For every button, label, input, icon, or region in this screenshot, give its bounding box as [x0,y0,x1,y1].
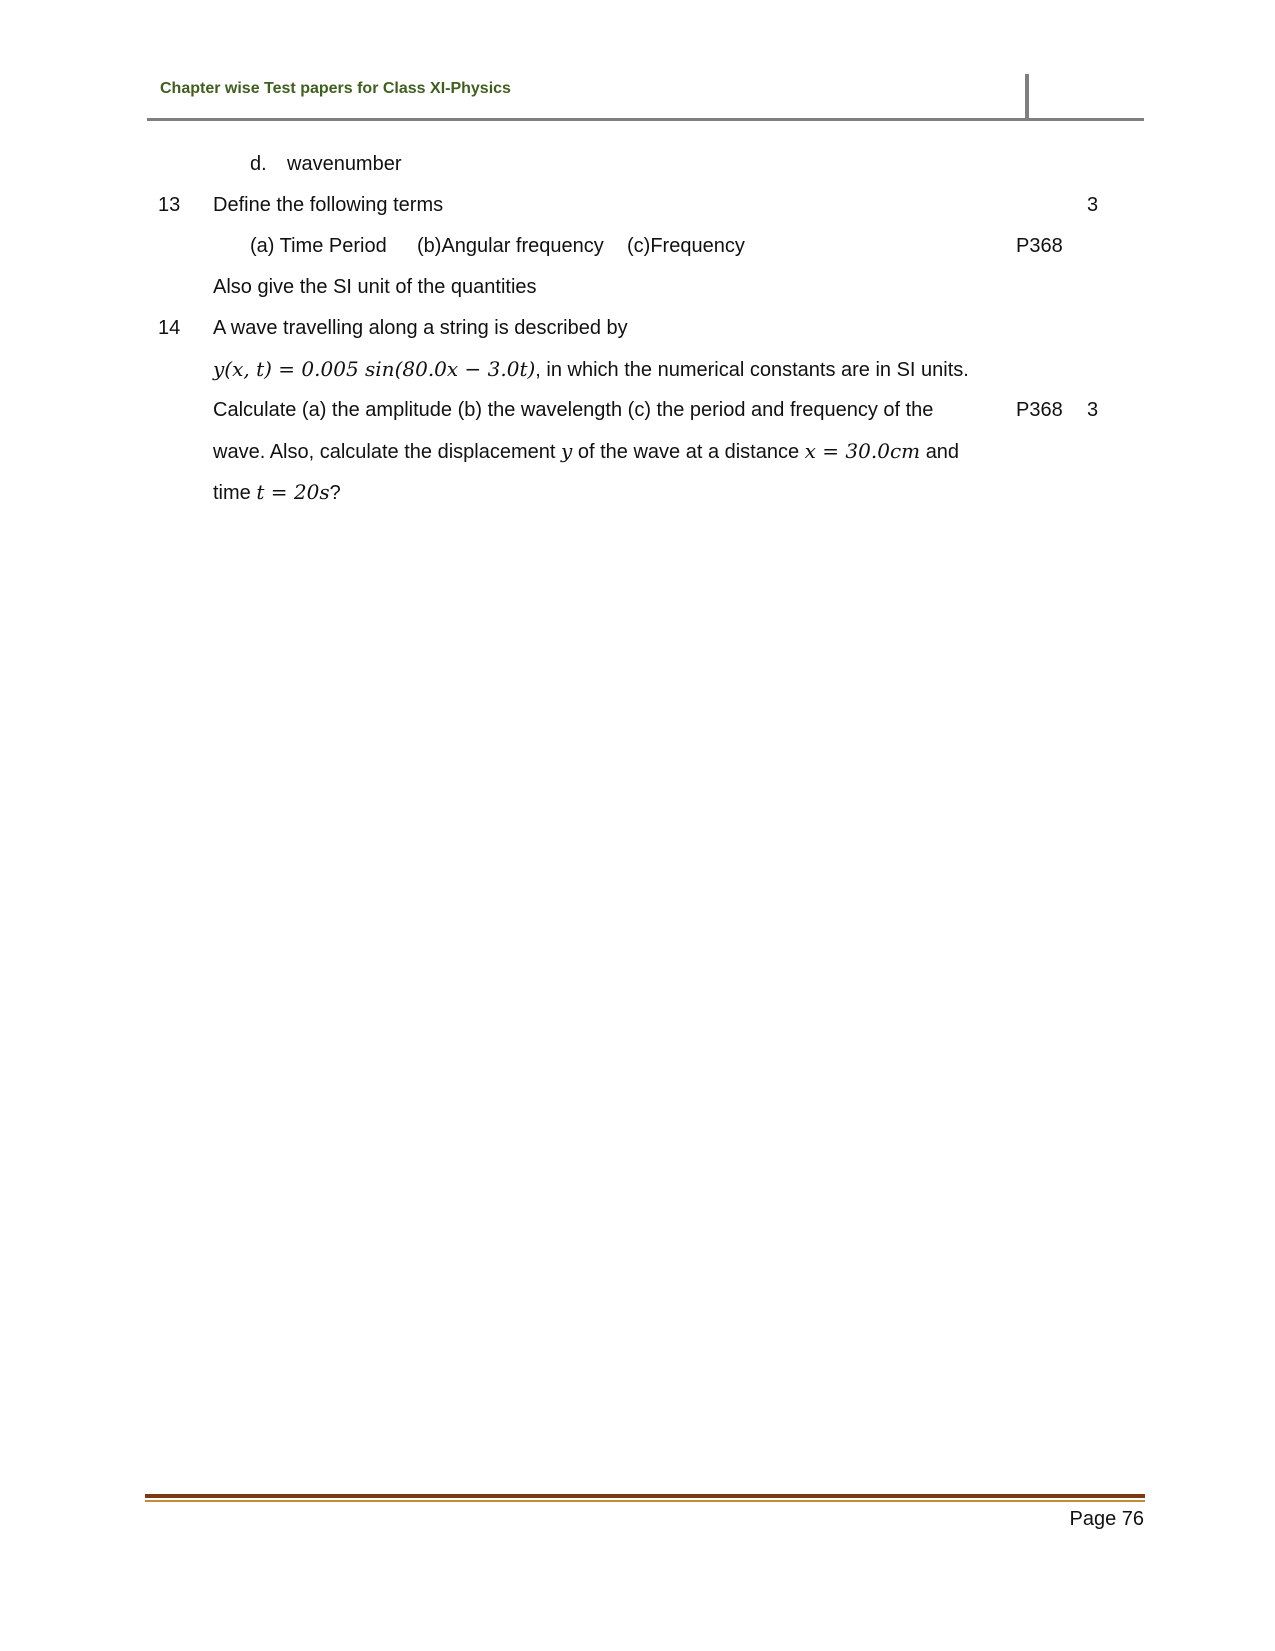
header-rule [147,118,1144,121]
footer-rule [145,1494,1145,1498]
option-text: wavenumber [287,153,402,175]
question-text: A wave travelling along a string is described by [213,317,628,339]
header-title: Chapter wise Test papers for Class XI-Physics [160,80,511,97]
equation-line [213,357,969,382]
part-a: (a) Time Period [250,235,387,257]
text-segment: wave. Also, calculate the displacement [213,441,556,463]
page-reference: P368 [1016,235,1063,257]
page-number: Page 76 [1069,1508,1144,1530]
question-text: Define the following terms [213,194,444,216]
part-c: (c)Frequency [627,235,745,257]
wave-equation: y(x, t) = 0.005 sin(80.0x − 3.0t) [213,357,536,381]
part-b: (b)Angular frequency [417,235,604,257]
text-segment: and [925,441,960,463]
option-letter: d. [250,153,267,175]
question-number: 13 [158,194,181,216]
question-mark: ? [329,482,341,504]
variable-y: y [560,439,573,463]
question-text: Calculate (a) the amplitude (b) the wavelength (c) the period and frequency of the [213,399,934,421]
equation-suffix: , in which the numerical constants are in SI units. [535,359,969,381]
header-divider-tick [1025,74,1029,120]
text-segment: time [213,482,251,504]
page-reference: P368 [1016,399,1063,421]
question-text-line [213,480,341,505]
text-segment: of the wave at a distance [577,441,800,463]
question-text: Also give the SI unit of the quantities [213,276,537,298]
distance-value: x = 30.0cm [804,439,921,463]
question-text-line [213,439,959,464]
footer-rule-accent [145,1500,1145,1502]
time-value: t = 20s [256,480,330,504]
question-marks: 3 [1087,194,1099,216]
question-number: 14 [158,317,181,339]
question-marks: 3 [1087,399,1099,421]
